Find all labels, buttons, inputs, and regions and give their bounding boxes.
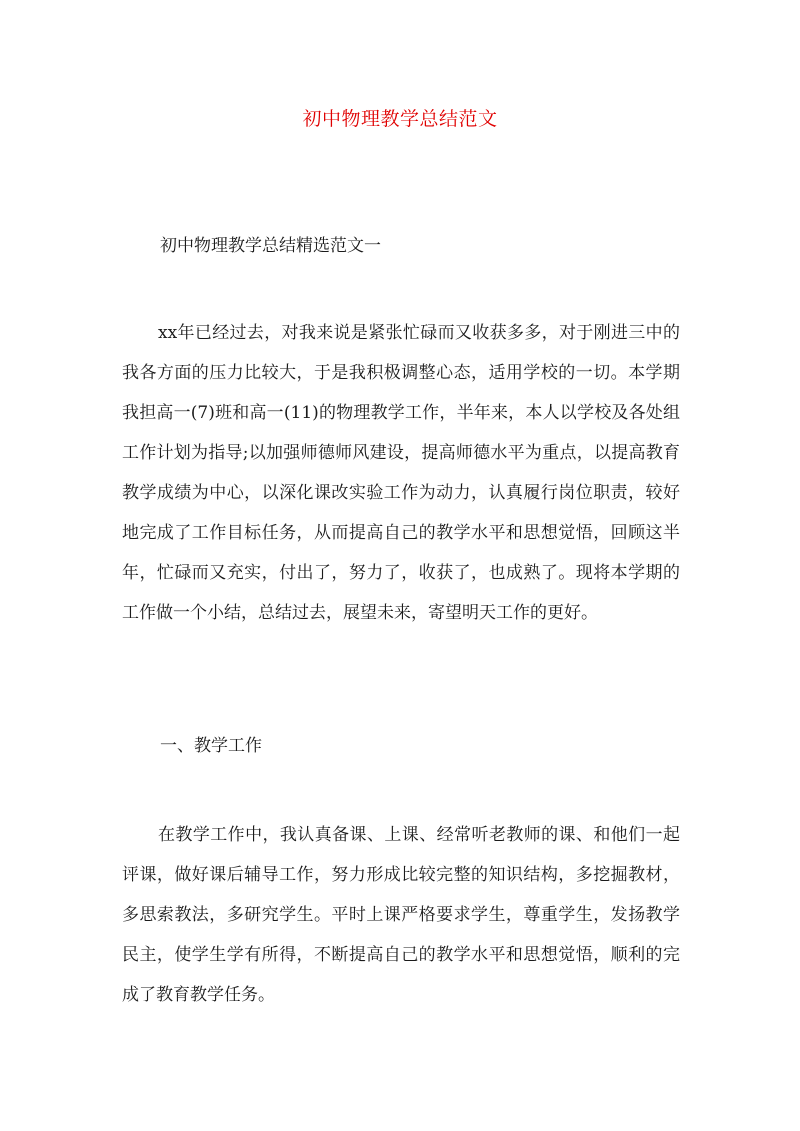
section-heading: 一、教学工作 — [160, 736, 262, 756]
document-subtitle: 初中物理教学总结精选范文一 — [160, 236, 381, 256]
body-paragraph-2: 在教学工作中，我认真备课、上课、经常听老教师的课、和他们一起评课，做好课后辅导工作，努力形成比较完整的知识结构，多挖掘教材，多思索教法，多研究学生。平时上课严格要求学生，尊重学生，发扬教学民主，使学生学有所得，不断提高自己的教学水平和思想觉悟，顺利的完成了教育教学任务。 — [122, 825, 680, 1005]
document-title: 初中物理教学总结范文 — [302, 108, 498, 130]
body-paragraph-1: xx年已经过去，对我来说是紧张忙碌而又收获多多，对于刚进三中的我各方面的压力比较大，于是我积极调整心态，适用学校的一切。本学期我担高一(7)班和高一(11)的物理教学工作，半年来，本人以学校及各处组工作计划为指导;以加强师德师风建设，提高师德水平为重点，以提高教育教学成绩为中心，以深化课改实验工作为动力，认真履行岗位职责，较好地完成了工作目标任务，从而提高自己的教学水平和思想觉悟，回顾这半年，忙碌而又充实，付出了，努力了，收获了，也成熟了。现将本学期的工作做一个小结，总结过去，展望未来，寄望明天工作的更好。 — [122, 323, 680, 623]
